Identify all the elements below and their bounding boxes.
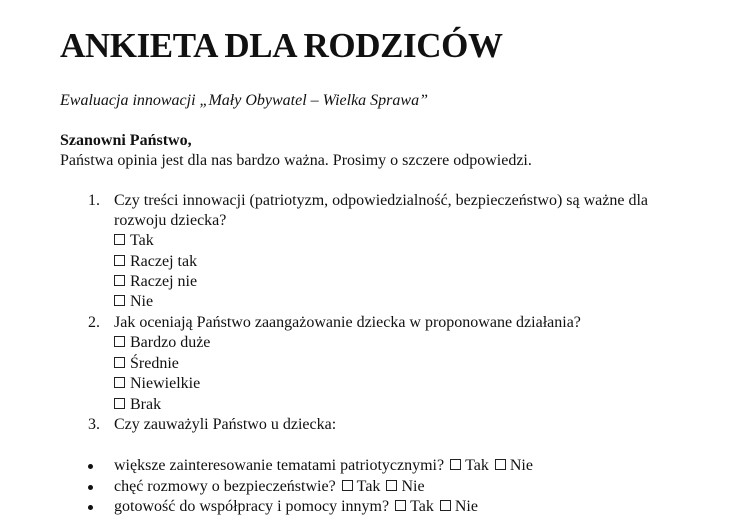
option-row[interactable] bbox=[114, 272, 197, 292]
question-number: 2. bbox=[88, 314, 100, 331]
page-title: ANKIETA DLA RODZICÓW bbox=[60, 26, 503, 65]
yes-label: Tak bbox=[410, 498, 438, 515]
option-label: Bardzo duże bbox=[130, 334, 211, 351]
checkbox-icon[interactable] bbox=[114, 295, 125, 306]
option-label: Niewielkie bbox=[130, 375, 201, 392]
question-text: Jak oceniają Państwo zaangażowanie dziecka w proponowane działania? bbox=[114, 314, 581, 331]
option-label: Średnie bbox=[130, 355, 179, 372]
checkbox-icon[interactable] bbox=[386, 480, 397, 491]
bullet-text: większe zainteresowanie tematami patriotycznymi? bbox=[114, 457, 449, 474]
option-label: Raczej tak bbox=[130, 253, 198, 270]
yes-label: Tak bbox=[356, 478, 385, 495]
checkbox-icon[interactable] bbox=[114, 336, 125, 347]
bullet-icon bbox=[88, 485, 93, 490]
option-row[interactable] bbox=[114, 292, 153, 312]
question-text: Czy zauważyli Państwo u dziecka: bbox=[114, 416, 337, 433]
option-row[interactable] bbox=[114, 252, 197, 272]
checkbox-icon[interactable] bbox=[450, 459, 461, 470]
question-number: 3. bbox=[88, 416, 100, 433]
option-row[interactable] bbox=[114, 231, 154, 251]
option-label: Nie bbox=[130, 293, 154, 310]
option-row[interactable] bbox=[114, 374, 200, 394]
checkbox-icon[interactable] bbox=[395, 500, 406, 511]
option-label: Tak bbox=[130, 232, 154, 249]
checkbox-icon[interactable] bbox=[495, 459, 506, 470]
checkbox-icon[interactable] bbox=[114, 275, 125, 286]
option-row[interactable] bbox=[114, 395, 161, 415]
checkbox-icon[interactable] bbox=[114, 377, 125, 388]
option-label: Brak bbox=[130, 396, 162, 413]
no-label: Nie bbox=[509, 457, 533, 474]
checkbox-icon[interactable] bbox=[114, 357, 125, 368]
checkbox-icon[interactable] bbox=[114, 398, 125, 409]
option-label: Raczej nie bbox=[130, 273, 198, 290]
bullet-icon bbox=[88, 505, 93, 510]
checkbox-icon[interactable] bbox=[440, 500, 451, 511]
no-label: Nie bbox=[401, 478, 425, 495]
bullet-text: chęć rozmowy o bezpieczeństwie? bbox=[114, 478, 340, 495]
question-number: 1. bbox=[88, 192, 100, 209]
checkbox-icon[interactable] bbox=[114, 234, 125, 245]
checkbox-icon[interactable] bbox=[342, 480, 353, 491]
question-text: Czy treści innowacji (patriotyzm, odpowiedzialność, bezpieczeństwo) są ważne dla bbox=[114, 192, 649, 209]
yes-label: Tak bbox=[465, 457, 493, 474]
subtitle: Ewaluacja innowacji „Mały Obywatel – Wielka Sprawa” bbox=[60, 92, 428, 109]
intro-text: Państwa opinia jest dla nas bardzo ważna. Prosimy o szczere odpowiedzi. bbox=[60, 152, 532, 169]
greeting: Szanowni Państwo, bbox=[60, 132, 192, 149]
no-label: Nie bbox=[454, 498, 478, 515]
bullet-text: gotowość do współpracy i pomocy innym? bbox=[114, 498, 394, 515]
checkbox-icon[interactable] bbox=[114, 255, 125, 266]
question-text-continued: rozwoju dziecka? bbox=[114, 212, 227, 229]
option-row[interactable] bbox=[114, 333, 210, 353]
bullet-icon bbox=[88, 464, 93, 469]
option-row[interactable] bbox=[114, 354, 179, 374]
